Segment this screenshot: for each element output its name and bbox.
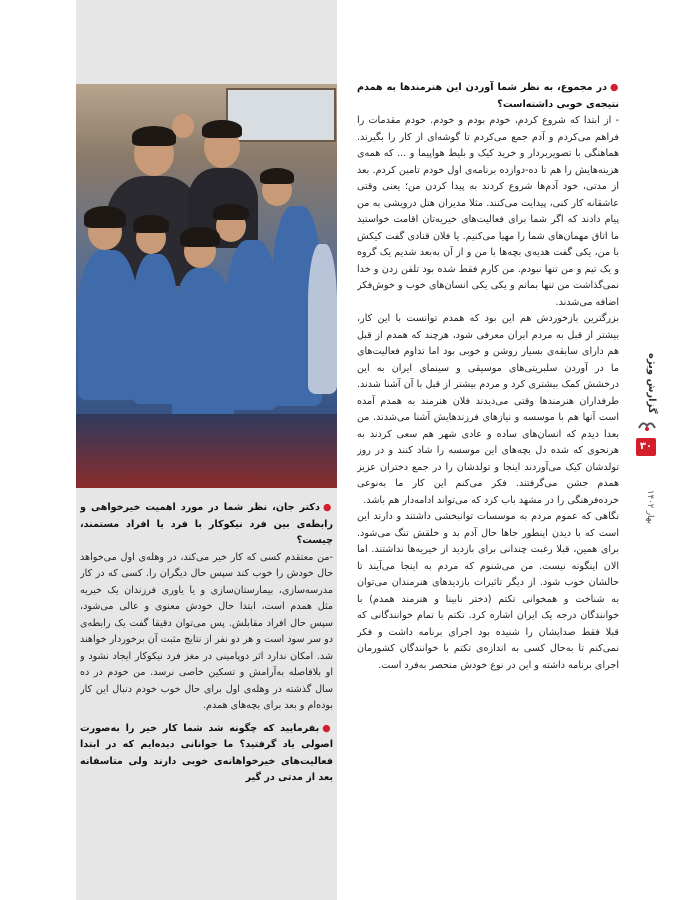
bullet-icon: ● — [322, 722, 333, 734]
magazine-logo-icon — [638, 418, 656, 432]
bullet-icon: ● — [322, 502, 333, 513]
photo-adult-hair — [132, 126, 176, 146]
photo-child-head — [172, 114, 194, 138]
photo-child-hair — [180, 227, 220, 247]
photo-child-hair — [213, 204, 249, 220]
photo-child-body — [226, 240, 278, 410]
section-rubric: گزارش ویژه — [646, 353, 657, 414]
question-paragraph — [80, 500, 333, 550]
photo-child-hair — [133, 215, 169, 233]
photo-child-hair — [84, 206, 126, 228]
photo-adult-hair — [202, 120, 242, 138]
page-sidebar — [634, 330, 660, 530]
question-text: دکتر جان، نظر شما در مورد اهمیت خیرخواهی و رابطه‌ی بین فرد نیکوکار با فرد یا افراد مستمند، چیست؟ — [80, 502, 333, 546]
right-text-column — [357, 80, 619, 850]
answer-paragraph: نگاهی که عموم مردم به موسسات توانبخشی داشتند و دارند این است که با دیدن اینطور جاها حال آدم بد و خلقش تنگ می‌شود. برای همین، قبلا رغبت چندانی برای بازدید از خیریه‌ها نداشتند. اما الان اینگونه نیست. من می‌شنوم که مردم به اینجا می‌آیند تا حالشان خوب شود. از دیگر تاثیرات بازدیدهای هنرمندان می‌توان به شناخت و همخوانی تکتم (دختر نابینا و هنرمند همدم) با خوانندگان درجه یک ایران اشاره کرد. تکتم با تمام خوانندگانی که قبلا فقط صدایشان را شنیده بود اجرای برنامه داشت و فکر نمی‌کنم تا به‌حال کسی به اندازه‌ی تکتم با خوانندگان کشورمان اجرای برنامه داشته و این در نوع خودش منحصر به‌فرد است. — [357, 511, 619, 671]
photo-child-body — [78, 250, 138, 400]
photo-floor — [76, 414, 337, 488]
page-number: ۳۰ — [636, 438, 656, 456]
photo-child-hair — [260, 168, 294, 184]
photo-child-body — [172, 268, 234, 428]
question-text: در مجموع، به نظر شما آوردن این هنرمندها به همدم نتیجه‌ی خوبی داشته‌است؟ — [357, 82, 619, 110]
answer-paragraph: بزرگترین بازخوردش هم این بود که همدم توانست با این کار، بیشتر از قبل به مردم ایران معرفی شود، هرچند که همدم از قبل هم دارای سابقه‌ی بسیار روشن و خوبی بود اما تداوم فعالیت‌های ما در آوردن سلبریتی‌های موسیقی و سینمای ایران به این درخشش کمک بیشتری کرد و مردم بیشتر از قبل با آن آشنا شدند. طرفداران هنرمندها وقتی می‌دیدند فلان هنرمند به همدم آمده است آنها هم با موسسه و نیازهای فرزندهایش آشنا می‌شدند. من بعدا دیدم که انسان‌های ساده و عادی شهر هم سعی کردند به هرنحوی که شده دل بچه‌های این موسسه را شاد کنند و در روز تولدشان کیک می‌آوردند اینجا و تولدشان را در جمع دختران عزیز همدم جشن می‌گرفتند. فکر می‌کنم این کار ما به‌نوعی خرده‌فرهنگی را در مشهد باب کرد که می‌تواند ادامه‌دار هم باشد. — [357, 313, 619, 506]
bullet-icon: ● — [610, 82, 619, 93]
photo-person-edge — [308, 244, 337, 394]
question-paragraph — [357, 80, 619, 113]
answer-paragraph: -من معتقدم کسی که کار خیر می‌کند، در وهله‌ی اول می‌خواهد حال خودش را خوب کند سپس حال دیگران را. کسی که در کار مدرسه‌سازی، بیمارستان‌سازی و یا یاوری فرزندان یک خیریه مثل همدم است، ابتدا حال خودش معنوی و عالی می‌شود، سپس حال افراد مقابلش. پس می‌توان دقیقا گفت یک رابطه‌ی دو سر سود است و هر دو نفر از نتایج مثبت آن برخوردار خواهند شد. امکان ندارد اثر دوپامینی در مغز فرد نیکوکار ایجاد نشود و او بلافاصله به‌آرامش و تسکین خاصی نرسد. من خودم در ده سال گذشته در وهله‌ی اول برای حال خوب خودم دنبال این کار بوده‌ام و بعد برای بچه‌های همدم. — [80, 551, 333, 711]
issue-date: بهار ۱۴۰۲ — [645, 490, 655, 524]
answer-paragraph: - از ابتدا که شروع کردم، خودم بودم و خودم. خودم مقدمات را فراهم می‌کردم و آدم جمع می‌کردم تا گوشه‌ای از کار را بگیرند. هماهنگی با تصویربردار و خرید کیک و بلیط هواپیما و ... که همه‌ی هزینه‌هایش را هم تا ده-دوازده برنامه‌ی اول خودم تامین کردم. بعد از مدتی، خود آدم‌ها شروع کردند به پیدا کردن من؛ یعنی وقتی عاشقانه کار کنی، پیدایت می‌کنند. مثلا مدیران هتل درویشی به من پیام دادند که اگر شما برای فعالیت‌های خیریه‌تان اقامت خواستید ما اتاق مهمان‌های شما را مهیا می‌کنیم. یا فلان قنادی گفت کیکش با من، یکی گفت هدیه‌ی بچه‌ها با من و از آن به‌بعد شدیم یک گروه و یک تیم و من تنها نبودم. من کارم فقط شده بود تلفن زدن و خدا نمی‌گذاشت من تنها بمانم و یکی یکی انسان‌های خوب و خوش‌فکر اضافه می‌شدند. — [357, 115, 619, 308]
left-text-column — [80, 500, 333, 830]
question-paragraph — [80, 721, 333, 787]
question-text: بفرمایید که چگونه شد شما کار خیر را به‌صورت اصولی یاد گرفتید؟ ما جوانانی دیده‌ایم که در ابتدا فعالیت‌های خیرخواهانه‌ی خوبی دارند ولی متاسفانه بعد از مدتی در گیر — [80, 722, 333, 783]
group-photo-image — [76, 84, 337, 488]
photo-window — [226, 88, 336, 142]
